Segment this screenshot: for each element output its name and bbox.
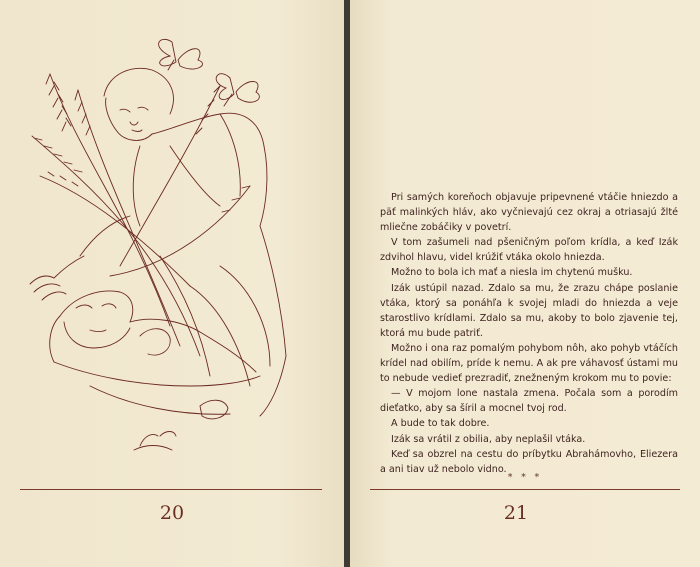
right-page: [350, 0, 700, 567]
pen-drawing-illustration: [20, 26, 310, 474]
butterfly-icon: [159, 39, 203, 70]
wheat-stalks: [32, 74, 270, 386]
paragraph: Pri samých koreňoch objavuje pripevnené vtáčie hniezdo a päť malinkých hláv, ako vyčnievajú cez okraj a otriasajú žlté mliečne zobáčiky v povetrí.: [380, 192, 678, 234]
paragraph: Izák sa vrátil z obilia, aby neplašil vtáka.: [391, 433, 586, 445]
paragraph: V tom zašumeli nad pšeničným poľom krídla, a keď Izák zdvihol hlavu, videl krúžiť vtáka okolo hniezda.: [380, 237, 678, 264]
page-rule: [20, 489, 322, 490]
paragraph: Možno i ona raz pomalým pohybom nôh, ako pohyb vtáčích krídel nad obilím, príde k nemu. A ak pre váhavosť ústami mu to nebude vedieť prezradiť, znežneným krokom mu to povie:: [380, 342, 678, 385]
section-ornament: * * *: [507, 473, 543, 483]
left-page: [0, 0, 344, 567]
paragraph: Možno to bola ich mať a niesla im chytenú mušku.: [391, 267, 633, 279]
paragraph: — V mojom lone nastala zmena. Počala som a porodím dieťatko, aby sa šíril a mocnel tvoj rod.: [380, 388, 678, 415]
page-rule: [370, 489, 680, 490]
body-text: [380, 190, 678, 477]
paragraph: A bude to tak dobre.: [391, 418, 490, 430]
paragraph: Izák ustúpil nazad. Zdalo sa mu, že zrazu chápe poslanie vtáka, ktorý sa ponáhľa k svojej mladi do hniezda a veje starostlivo krídlami. Zdalo sa mu, akoby to bolo zjavenie tej, ktorá mu bude patriť.: [380, 282, 678, 339]
page-number: 20: [159, 502, 185, 524]
paragraph: Keď sa obzrel na cestu do príbytku Abrahámovho, Eliezera a ani tiav už nebolo vidno.: [380, 448, 678, 475]
page-number: 21: [503, 502, 529, 524]
figure-woman: [50, 291, 260, 450]
butterfly-icon: [216, 74, 259, 106]
